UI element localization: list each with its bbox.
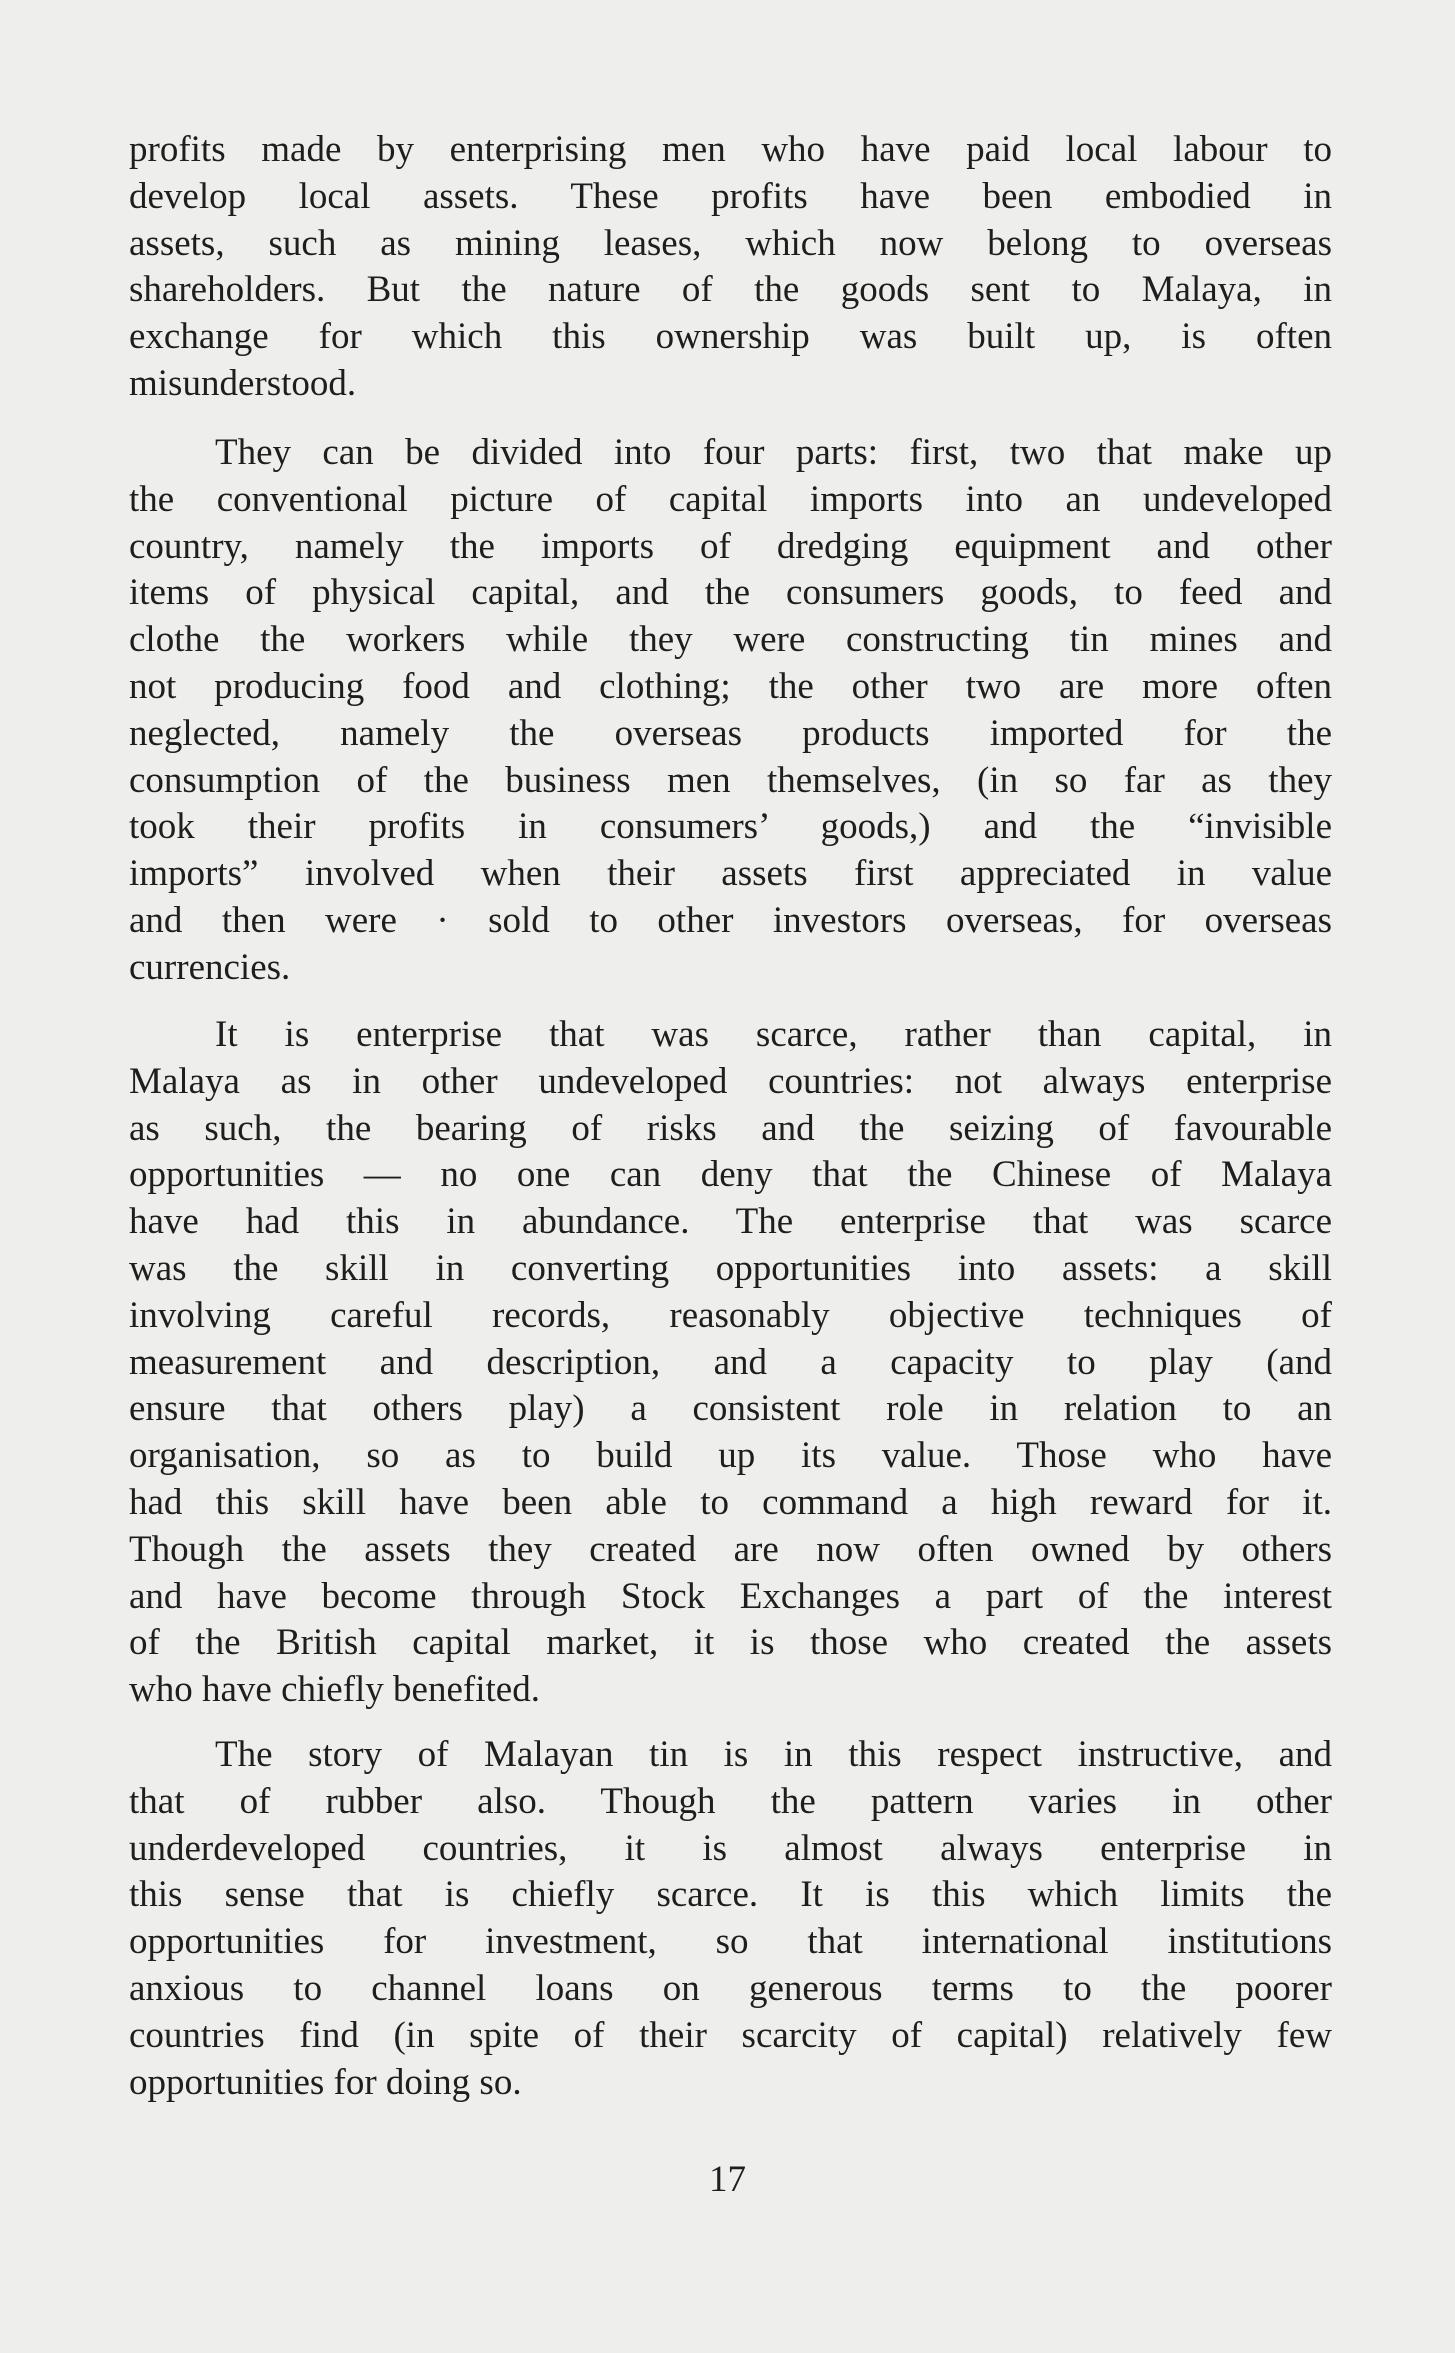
text-line: clothe the workers while they were constructing tin mines and xyxy=(129,619,1332,661)
text-line: profits made by enterprising men who have paid local labour to xyxy=(129,129,1332,170)
text-line: opportunities for doing so. xyxy=(129,2061,522,2103)
text-line: was the skill in converting opportunities into assets: a skill xyxy=(129,1247,1332,1289)
text-line: The story of Malayan tin is in this respect instructive, and xyxy=(215,1734,1332,1775)
text-line: countries find (in spite of their scarcity of capital) relatively few xyxy=(129,2014,1332,2056)
text-line: the conventional picture of capital imports into an undeveloped xyxy=(129,478,1332,520)
text-line: that of rubber also. Though the pattern varies in other xyxy=(129,1780,1332,1822)
paragraph-4 xyxy=(129,1732,1332,2106)
text-line: Malaya as in other undeveloped countries: not always enterprise xyxy=(129,1060,1332,1102)
text-line: develop local assets. These profits have been embodied in xyxy=(129,175,1332,217)
text-line: involving careful records, reasonably objective techniques of xyxy=(129,1294,1332,1336)
paragraph-3 xyxy=(129,1012,1332,1714)
text-line: exchange for which this ownership was built up, is often xyxy=(129,316,1332,358)
text-line: as such, the bearing of risks and the seizing of favourable xyxy=(129,1107,1332,1149)
text-line: anxious to channel loans on generous terms to the poorer xyxy=(129,1967,1332,2009)
text-line: opportunities — no one can deny that the Chinese of Malaya xyxy=(129,1154,1332,1196)
page-number: 17 xyxy=(709,2159,746,2200)
text-line: not producing food and clothing; the other two are more often xyxy=(129,665,1332,707)
text-line: neglected, namely the overseas products imported for the xyxy=(129,712,1332,754)
text-line: who have chiefly benefited. xyxy=(129,1669,540,1711)
text-line: organisation, so as to build up its value. Those who have xyxy=(129,1435,1332,1477)
text-line: consumption of the business men themselves, (in so far as they xyxy=(129,759,1332,801)
paragraph-2 xyxy=(129,430,1332,992)
text-line: misunderstood. xyxy=(129,362,357,404)
text-line: measurement and description, and a capacity to play (and xyxy=(129,1341,1332,1383)
text-line: took their profits in consumers’ goods,) and the “invisible xyxy=(129,806,1332,848)
text-line: ensure that others play) a consistent role in relation to an xyxy=(129,1388,1332,1430)
text-line: and then were · sold to other investors overseas, for overseas xyxy=(129,899,1332,941)
text-line: had this skill have been able to command a high reward for it. xyxy=(129,1481,1332,1523)
text-line: items of physical capital, and the consumers goods, to feed and xyxy=(129,572,1332,614)
text-line: imports” involved when their assets first appreciated in value xyxy=(129,853,1332,895)
text-line: assets, such as mining leases, which now belong to overseas xyxy=(129,222,1332,264)
text-line: have had this in abundance. The enterprise that was scarce xyxy=(129,1201,1332,1243)
text-line: shareholders. But the nature of the goods sent to Malaya, in xyxy=(129,269,1332,311)
text-line: of the British capital market, it is those who created the assets xyxy=(129,1622,1332,1664)
text-line: opportunities for investment, so that international institutions xyxy=(129,1921,1332,1963)
text-line: country, namely the imports of dredging equipment and other xyxy=(129,525,1332,567)
text-line: They can be divided into four parts: first, two that make up xyxy=(215,432,1332,473)
paragraph-1 xyxy=(129,127,1332,408)
text-line: this sense that is chiefly scarce. It is this which limits the xyxy=(129,1874,1332,1916)
text-line: Though the assets they created are now often owned by others xyxy=(129,1528,1332,1570)
text-line: It is enterprise that was scarce, rather than capital, in xyxy=(215,1014,1332,1055)
text-line: underdeveloped countries, it is almost always enterprise in xyxy=(129,1827,1332,1869)
text-line: currencies. xyxy=(129,946,291,988)
text-line: and have become through Stock Exchanges a part of the interest xyxy=(129,1575,1332,1617)
